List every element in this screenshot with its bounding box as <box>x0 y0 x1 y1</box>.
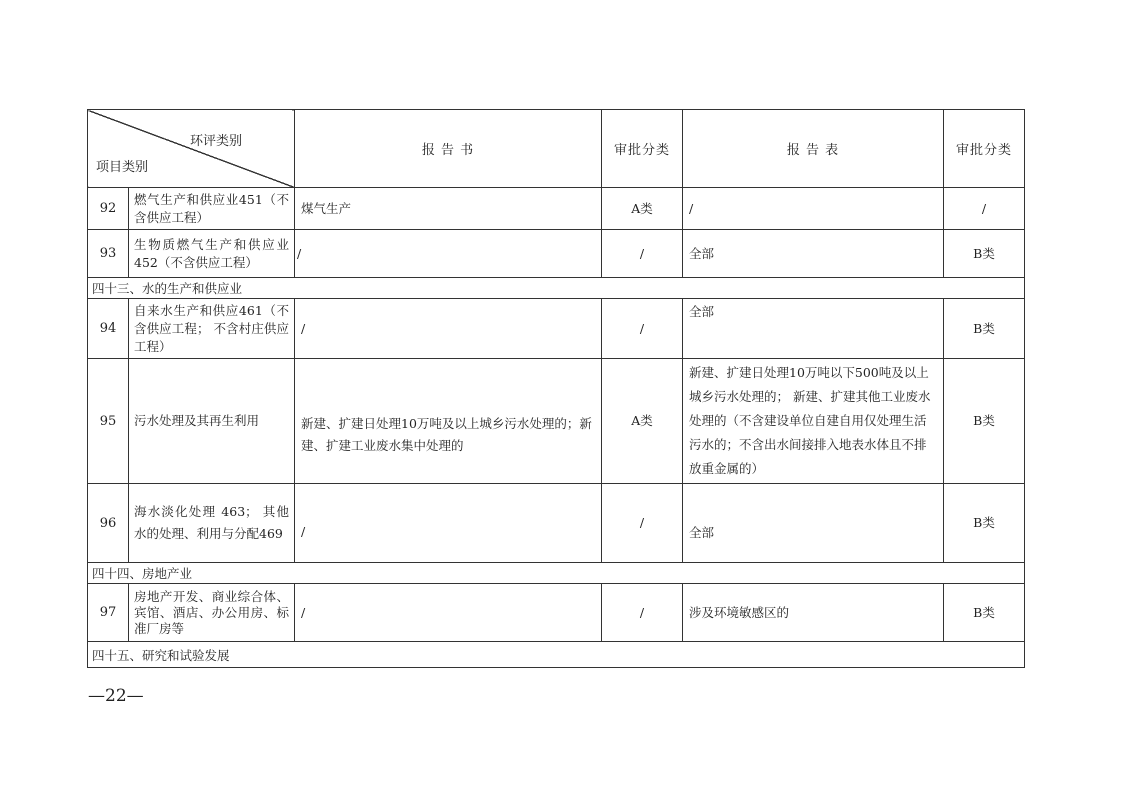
approval-cell-2: B类 <box>944 484 1025 563</box>
report-book-cell: 煤气生产 <box>295 188 602 230</box>
section-title: 四十三、水的生产和供应业 <box>88 278 1025 299</box>
diag-top-label: 环评类别 <box>189 134 242 149</box>
row-number: 96 <box>88 484 129 563</box>
report-form-cell: 全部 <box>683 299 944 359</box>
row-number: 97 <box>88 584 129 642</box>
section-title: 四十四、房地产业 <box>88 563 1025 584</box>
report-book-cell: / <box>295 230 602 278</box>
diag-bottom-label: 项目类别 <box>96 160 149 175</box>
project-name: 燃气生产和供应业451（不含供应工程） <box>129 188 295 230</box>
row-number: 93 <box>88 230 129 278</box>
table-row <box>88 188 1025 230</box>
approval-cell-1: A类 <box>602 188 683 230</box>
classification-table <box>87 109 1025 668</box>
approval-header-1: 审批分类 <box>602 110 683 188</box>
section-row <box>88 642 1025 668</box>
project-name: 海水淡化处理 463； 其他水的处理、利用与分配469 <box>129 484 295 563</box>
table-row <box>88 230 1025 278</box>
report-form-cell: 全部 <box>683 484 944 563</box>
report-book-cell: / <box>295 584 602 642</box>
project-name: 污水处理及其再生利用 <box>129 359 295 484</box>
report-form-cell: 全部 <box>683 230 944 278</box>
table-row <box>88 299 1025 359</box>
diagonal-header-cell <box>88 110 295 188</box>
row-number: 95 <box>88 359 129 484</box>
approval-cell-1: / <box>602 299 683 359</box>
report-book-cell: / <box>295 299 602 359</box>
approval-cell-2: B类 <box>944 584 1025 642</box>
section-row <box>88 278 1025 299</box>
approval-cell-1: A类 <box>602 359 683 484</box>
report-form-cell: / <box>683 188 944 230</box>
project-name: 生物质燃气生产和供应业 452（不含供应工程） <box>129 230 295 278</box>
page-number: —22— <box>88 686 144 706</box>
table-row <box>88 584 1025 642</box>
section-row <box>88 563 1025 584</box>
approval-cell-1: / <box>602 484 683 563</box>
report-book-cell: 新建、扩建日处理10万吨及以上城乡污水处理的；新建、扩建工业废水集中处理的 <box>295 359 602 484</box>
report-book-header: 报 告 书 <box>295 110 602 188</box>
table-row <box>88 359 1025 484</box>
header-row <box>88 110 1025 188</box>
section-title: 四十五、研究和试验发展 <box>88 642 1025 668</box>
approval-cell-2: B类 <box>944 359 1025 484</box>
project-name: 房地产开发、商业综合体、宾馆、酒店、办公用房、标准厂房等 <box>129 584 295 642</box>
project-name: 自来水生产和供应461（不含供应工程； 不含村庄供应工程） <box>129 299 295 359</box>
report-form-cell: 涉及环境敏感区的 <box>683 584 944 642</box>
table-row <box>88 484 1025 563</box>
approval-cell-2: / <box>944 188 1025 230</box>
row-number: 92 <box>88 188 129 230</box>
report-form-cell: 新建、扩建日处理10万吨以下500吨及以上城乡污水处理的； 新建、扩建其他工业废水处理的（不含建设单位自建自用仅处理生活污水的；不含出水间接排入地表水体且不排放重金属的） <box>683 359 944 484</box>
report-form-header: 报 告 表 <box>683 110 944 188</box>
approval-header-2: 审批分类 <box>944 110 1025 188</box>
approval-cell-1: / <box>602 584 683 642</box>
report-book-cell: / <box>295 484 602 563</box>
approval-cell-1: / <box>602 230 683 278</box>
approval-cell-2: B类 <box>944 299 1025 359</box>
approval-cell-2: B类 <box>944 230 1025 278</box>
row-number: 94 <box>88 299 129 359</box>
